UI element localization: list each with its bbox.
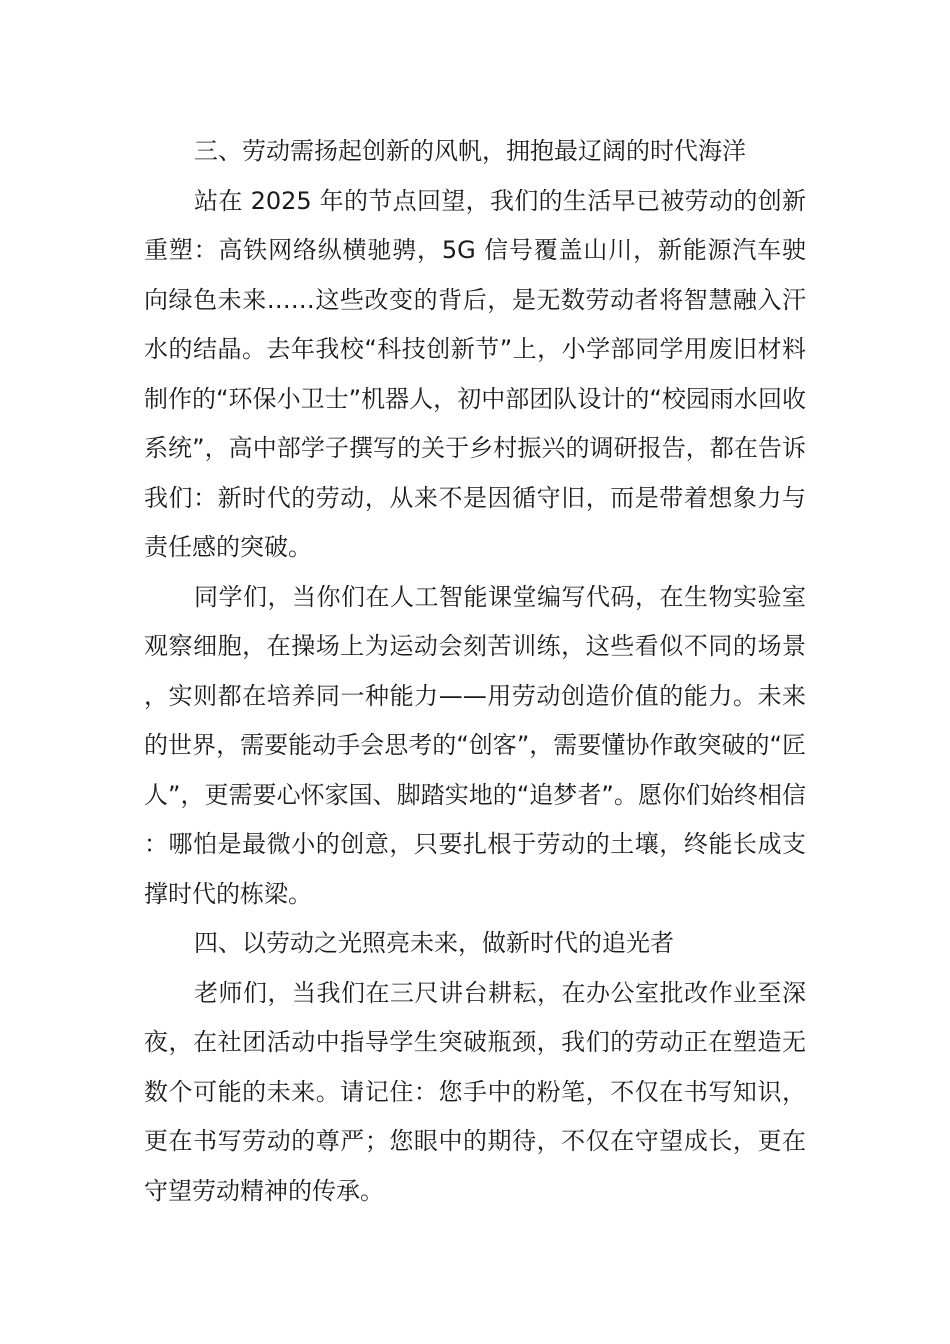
paragraph-section3-1: 站在 2025 年的节点回望，我们的生活早已被劳动的创新重塑：高铁网络纵横驰骋，5G 信号覆盖山川，新能源汽车驶向绿色未来……这些改变的背后，是无数劳动者将智慧融入汗水的结晶。去年我校“科技创新节”上，小学部同学用废旧材料制作的“环保小卫士”机器人，初中部团队设计的“校园雨水回收系统”，高中部学子撰写的关于乡村振兴的调研报告，都在告诉我们：新时代的劳动，从来不是因循守旧，而是带着想象力与责任感的突破。 bbox=[144, 186, 806, 561]
section-heading-3: 三、劳动需扬起创新的风帆，拥抱最辽阔的时代海洋 bbox=[194, 137, 746, 165]
paragraph-section3-2: 同学们，当你们在人工智能课堂编写代码，在生物实验室观察细胞，在操场上为运动会刻苦训练，这些看似不同的场景，实则都在培养同一种能力——用劳动创造价值的能力。未来的世界，需要能动手会思考的“创客”，需要懂协作敢突破的“匠人”，更需要心怀家国、脚踏实地的“追梦者”。愿你们始终相信：哪怕是最微小的创意，只要扎根于劳动的土壤，终能长成支撑时代的栋梁。 bbox=[144, 582, 806, 908]
paragraph-section4-1: 老师们，当我们在三尺讲台耕耘，在办公室批改作业至深夜，在社团活动中指导学生突破瓶颈，我们的劳动正在塑造无数个可能的未来。请记住：您手中的粉笔，不仅在书写知识，更在书写劳动的尊严；您眼中的期待，不仅在守望成长，更在守望劳动精神的传承。 bbox=[144, 978, 806, 1205]
document-body bbox=[144, 127, 806, 1216]
section-heading-4: 四、以劳动之光照亮未来，做新时代的追光者 bbox=[194, 929, 674, 957]
